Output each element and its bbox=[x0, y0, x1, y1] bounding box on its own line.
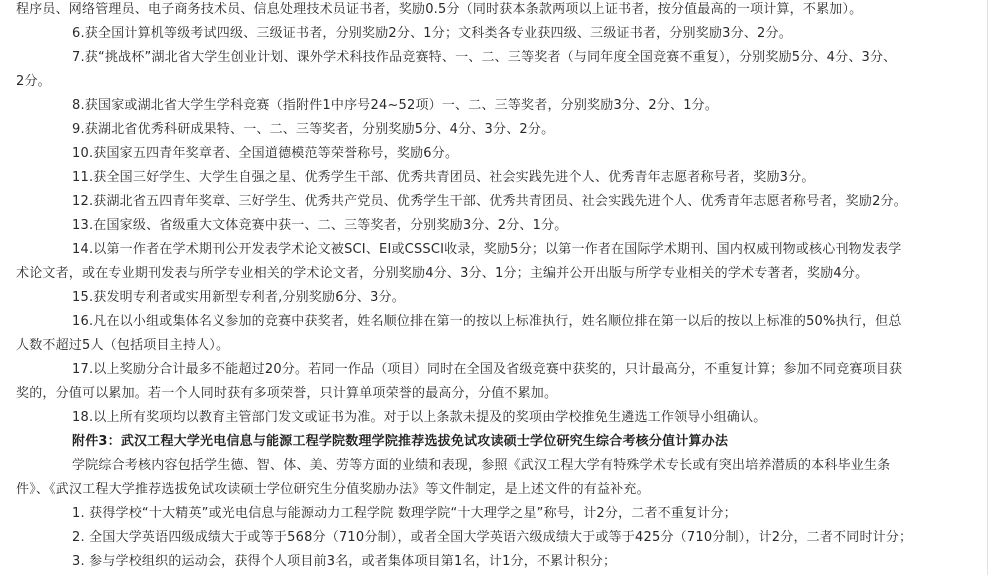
text-line: 13.在国家级、省级重大文体竞赛中获一、二、三等奖者，分别奖励3分、2分、1分。 bbox=[72, 218, 568, 233]
text-line: 件》、《武汉工程大学推荐选拔免试攻读硕士学位研究生分值奖励办法》等文件制定，是上述文件的有益补充。 bbox=[16, 482, 650, 497]
text-line: 17.以上奖励分合计最多不能超过20分。若同一作品（项目）同时在全国及省级竞赛中获奖的，只计最高分，不重复计算；参加不同竞赛项目获 bbox=[72, 362, 903, 377]
text-line: 人数不超过5人（包括项目主持人）。 bbox=[16, 338, 230, 353]
text-line: 16.凡在以小组或集体名义参加的竞赛中获奖者，姓名顺位排在第一的按以上标准执行，姓名顺位排在第一以后的按以上标准的50%执行，但总 bbox=[72, 314, 902, 329]
text-line: 3. 参与学校组织的运动会，获得个人项目前3名，或者集体项目第1名，计1分，不累计积分； bbox=[72, 554, 617, 569]
text-line: 10.获国家五四青年奖章者、全国道德模范等荣誉称号，奖励6分。 bbox=[72, 146, 459, 161]
text-line: 奖的，分值可以累加。若一个人同时获有多项荣誉，只计算单项荣誉的最高分，分值不累加。 bbox=[16, 386, 558, 401]
text-line: 9.获湖北省优秀科研成果特、一、二、三等奖者，分别奖励5分、4分、3分、2分。 bbox=[72, 122, 555, 137]
text-line: 8.获国家或湖北省大学生学科竞赛（指附件1中序号24~52项）一、二、三等奖者，分别奖励3分、2分、1分。 bbox=[72, 98, 719, 113]
text-line: 学院综合考核内容包括学生德、智、体、美、劳等方面的业绩和表现，参照《武汉工程大学有特殊学术专长或有突出培养潜质的本科毕业生条 bbox=[72, 458, 891, 473]
text-line: 1. 获得学校“十大精英”或光电信息与能源动力工程学院 数理学院“十大理学之星”称号，计2分，二者不重复计分； bbox=[72, 506, 737, 521]
text-line: 2分。 bbox=[16, 74, 51, 89]
text-line: 术论文者，或在专业期刊发表与所学专业相关的学术论文者，分别奖励4分、3分、1分；主编并公开出版与所学专业相关的学术专著者，奖励4分。 bbox=[16, 266, 869, 281]
text-line: 14.以第一作者在学术期刊公开发表学术论文被SCI、EI或CSSCI收录，奖励5分；以第一作者在国际学术期刊、国内权威刊物或核心刊物发表学 bbox=[72, 242, 902, 257]
text-line: 程序员、网络管理员、电子商务技术员、信息处理技术员证书者，奖励0.5分（同时获本条款两项以上证书者，按分值最高的一项计算，不累加）。 bbox=[16, 2, 863, 17]
text-line: 6.获全国计算机等级考试四级、三级证书者，分别奖励2分、1分；文科类各专业获四级、三级证书者，分别奖励3分、2分。 bbox=[72, 26, 792, 41]
text-line: 11.获全国三好学生、大学生自强之星、优秀学生干部、优秀共青团员、社会实践先进个人、优秀青年志愿者称号者，奖励3分。 bbox=[72, 170, 815, 185]
text-line: 12.获湖北省五四青年奖章、三好学生、优秀共产党员、优秀学生干部、优秀共青团员、社会实践先进个人、优秀青年志愿者称号者，奖励2分。 bbox=[72, 194, 907, 209]
text-line: 18.以上所有奖项均以教育主管部门发文或证书为准。对于以上条款未提及的奖项由学校推免生遴选工作领导小组确认。 bbox=[72, 410, 767, 425]
text-line: 15.获发明专利者或实用新型专利者,分别奖励6分、3分。 bbox=[72, 290, 405, 305]
text-line: 2. 全国大学英语四级成绩大于或等于568分（710分制），或者全国大学英语六级成绩大于或等于425分（710分制），计2分，二者不同时计分； bbox=[72, 530, 913, 545]
appendix-heading: 附件3：武汉工程大学光电信息与能源工程学院数理学院推荐选拔免试攻读硕士学位研究生综合考核分值计算办法 bbox=[72, 434, 729, 449]
text-line: 7.获“挑战杯”湖北省大学生创业计划、课外学术科技作品竞赛特、一、二、三等奖者（与同年度全国竞赛不重复），分别奖励5分、4分、3分、 bbox=[72, 50, 897, 65]
